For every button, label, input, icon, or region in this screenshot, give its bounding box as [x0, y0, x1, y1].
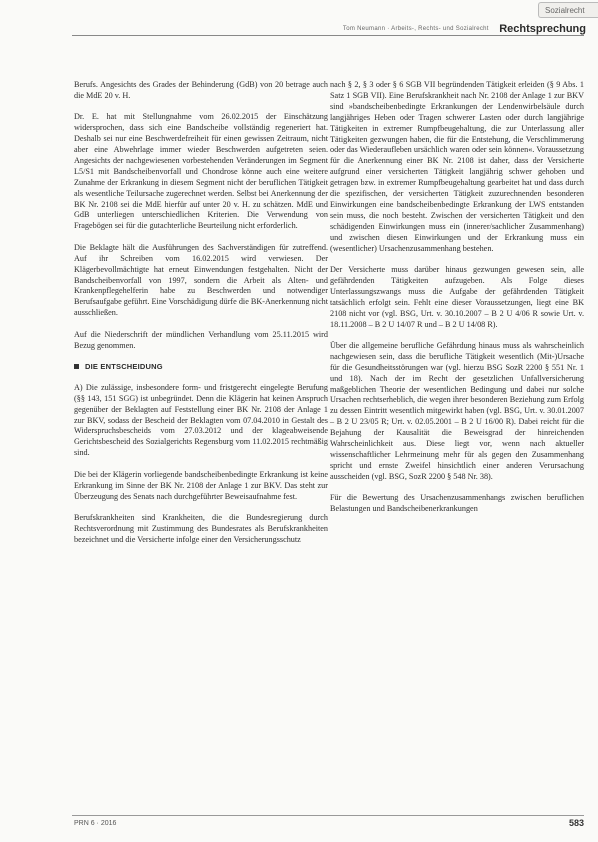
paragraph: Dr. E. hat mit Stellungnahme vom 26.02.2015 der Einschätzung widersprochen, dass sich eine Bandscheibe vollständig regeneriert hat. Deshalb sei nur eine Beschwerdefreiheit für einen gewissen Zeitraum, nicht aber eine Abwehrlage immer wieder Beschwerden aufgetreten seien. Angesichts der nachgewiesenen vorbestehenden Veränderungen im Segment L5/S1 mit Bandscheibenvorfall und Chondrose könne auch eine weitere Zunahme der Erkrankung in diesem Segment nicht der beruflichen Tätigkeit als wesentliche Teilursache zugerechnet werden. Selbst bei Anerkennung der BK Nr. 2108 sei die MdE hierfür auf unter 20 v. H. zu schätzen. MdE und GdB unterliegen unterschiedlichen Kriterien. Die Verwendung von Fragebögen sei für die gutachterliche Beurteilung nicht erforderlich. — [74, 112, 328, 231]
paragraph: Der Versicherte muss darüber hinaus gezwungen gewesen sein, alle gefährdenden Tätigkeiten aufzugeben. Als Folge dieses Unterlassungszwangs muss die Aufgabe der gefährdenden Tätigkeit tatsächlich erfolgt sein. Fehlt eine dieser Voraussetzungen, liegt eine BK 2108 nicht vor (vgl. BSG, Urt. v. 30.10.2007 – B 2 U 4/06 R sowie Urt. v. 18.11.2008 – B 2 U 14/07 R und – B 2 U 14/08 R). — [330, 265, 584, 329]
square-bullet-icon — [74, 364, 79, 369]
page-footer — [74, 820, 584, 827]
header-subtitle: Tom Neumann · Arbeits-, Rechts- und Sozialrecht — [342, 25, 489, 32]
header-section-title: Rechtsprechung — [499, 22, 586, 35]
paragraph: Die Beklagte hält die Ausführungen des Sachverständigen für zutreffend. Auf ihr Schreiben vom 16.02.2015 wird verwiesen. Der Klägerbevollmächtigte hat erneut Einwendungen festgehalten. Nicht der Bandscheibenvorfall von 1997, sondern die Arbeit als Alten- und Krankenpflegehelferin habe zu Beschwerden und notwendiger Berufsaufgabe geführt. Eine Vorschädigung dürfe die BK-Anerkennung nicht ausschließen. — [74, 242, 328, 318]
header-rule — [72, 35, 584, 36]
paragraph: Für die Bewertung des Ursachenzusammenhangs zwischen beruflichen Belastungen und Bandscheibenerkrankungen — [330, 493, 584, 514]
section-heading-text: DIE ENTSCHEIDUNG — [85, 361, 163, 371]
paragraph: Berufs. Angesichts des Grades der Behinderung (GdB) von 20 betrage auch die MdE 20 v. H. — [74, 80, 328, 100]
left-column — [74, 80, 328, 556]
footer-rule — [72, 815, 584, 816]
section-tab: Sozialrecht — [538, 2, 598, 18]
paragraph: A) Die zulässige, insbesondere form- und fristgerecht eingelegte Berufung (§§ 143, 151 SGG) ist unbegründet. Denn die Klägerin hat keinen Anspruch gegenüber der Beklagten auf Feststellung einer BK Nr. 2108 der Anlage 1 zur BKV, sodass der Bescheid der Beklagten vom 07.04.2010 in Gestalt des Widerspruchsbescheids vom 27.03.2012 und der klageabweisende Gerichtsbescheid des Sozialgerichts Regensburg vom 11.02.2015 rechtmäßig sind. — [74, 382, 328, 458]
paragraph: Auf die Niederschrift der mündlichen Verhandlung vom 25.11.2015 wird Bezug genommen. — [74, 329, 328, 350]
paragraph: Über die allgemeine berufliche Gefährdung hinaus muss als wahrscheinlich nachgewiesen sein, dass die berufliche Tätigkeit wesentlich (Mit-)Ursache für die Gesundheitsstörungen war (vgl. hierzu BSG SozR 2200 § 551 Nr. 1 und 18). Nach der im Recht der gesetzlichen Unfallversicherung maßgeblichen Theorie der wesentlichen Bedingung und dabei nur solche Ursachen rechtserheblich, die wegen ihrer besonderen Beziehung zum Erfolg zu dessen Eintritt wesentlich mitgewirkt haben (vgl. BSG, Urt. v. 30.01.2007 – B 2 U 23/05 R; Urt. v. 02.05.2001 – B 2 U 16/00 R). Dabei reicht für die Bejahung der Kausalität die Beweisgrad der hinreichenden Wahrscheinlichkeit aus. Diese liegt vor, wenn nach aktueller wissenschaftlicher Lehrmeinung mehr für als gegen den Zusammenhang spricht und ernste Zweifel hinsichtlich einer anderen Verursachung ausscheiden (vgl. BSG, SozR 2200 § 548 Nr. 38). — [330, 340, 584, 481]
right-column — [330, 80, 584, 526]
page-number: 583 — [568, 818, 584, 828]
section-heading — [74, 362, 328, 373]
paragraph: Die bei der Klägerin vorliegende bandscheibenbedingte Erkrankung ist keine Erkrankung im Sinne der BK Nr. 2108 der Anlage 1 zur BKV. Das steht zur Überzeugung des Senats nach durchgeführter Beweisaufnahme fest. — [74, 469, 328, 501]
paragraph: Berufskrankheiten sind Krankheiten, die die Bundesregierung durch Rechtsverordnung mit Zustimmung des Bundesrates als Berufskrankheiten bezeichnet und die Versicherte infolge einer den Versicherungsschutz — [74, 512, 328, 544]
journal-issue: PRN 6 · 2016 — [74, 820, 117, 827]
paragraph: nach § 2, § 3 oder § 6 SGB VII begründenden Tätigkeit erleiden (§ 9 Abs. 1 Satz 1 SGB VII). Eine Berufskrankheit nach Nr. 2108 der Anlage 1 zur BKV sind »bandscheibenbedingte Erkrankungen der Lendenwirbelsäule durch langjähriges Heben oder Tragen schwerer Lasten oder durch langjährige Tätigkeiten in extremer Rumpfbeugehaltung, die zur Unterlassung aller Tätigkeiten gezwungen haben, die für die Entstehung, die Verschlimmerung oder das Wiederaufleben ursächlich waren oder sein können«. Voraussetzung für die Anerkennung einer BK Nr. 2108 ist daher, dass der Versicherte aufgrund einer versicherten Tätigkeit langjährig schwer gehoben und getragen bzw. in extremer Rumpfbeugehaltung gearbeitet hat und dass durch die spezifischen, der versicherten Tätigkeit zuzurechnenden besonderen Einwirkungen eine bandscheibenbedingte Erkrankung der LWS entstanden sein muss, die noch besteht. Zwischen der versicherten Tätigkeit und den schädigenden Einwirkungen muss ein (innerer/sachlicher Zusammenhang) und zwischen diesen Einwirkungen und der Erkrankung muss ein (wesentlicher) Ursachenzusammenhang bestehen. — [330, 80, 584, 253]
